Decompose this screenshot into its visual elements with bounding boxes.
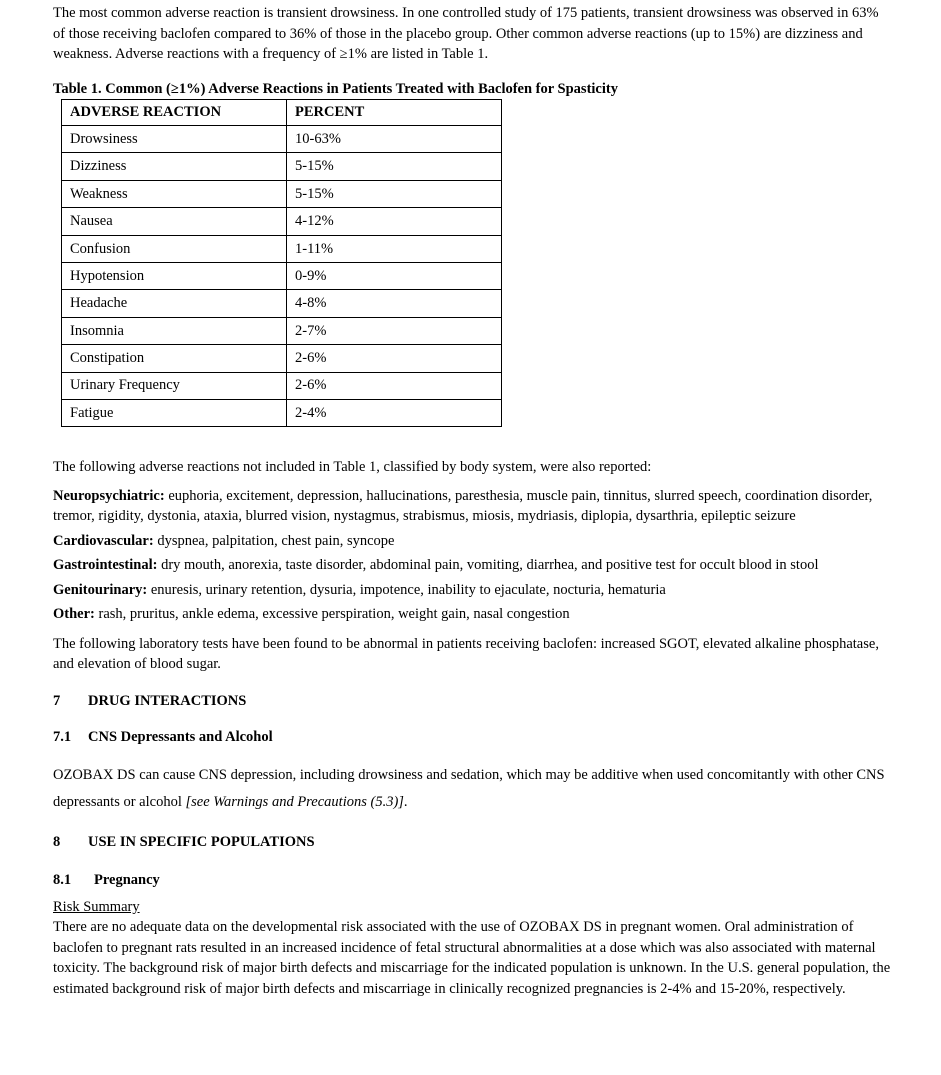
body-system-text: enuresis, urinary retention, dysuria, impotence, inability to ejaculate, nocturia, hematuria — [147, 581, 666, 598]
intro-paragraph: The most common adverse reaction is transient drowsiness. In one controlled study of 175 patients, transient drowsiness was observed in 63% of those receiving baclofen compared to 36% of those in the placebo group. Other common adverse reactions (up to 15%) are dizziness and weakness. Adverse reactions with a frequency of ≥1% are listed in Table 1. — [53, 5, 879, 62]
body-system-genitourinary — [53, 580, 893, 601]
section-8-1-heading — [53, 870, 893, 891]
header-percent: PERCENT — [287, 100, 502, 126]
table-row — [62, 345, 502, 372]
percent-cell: 2-6% — [287, 345, 502, 372]
table-row — [62, 235, 502, 262]
document-page — [53, 3, 893, 999]
reaction-cell: Nausea — [62, 208, 287, 235]
body-system-label: Gastrointestinal: — [53, 557, 158, 574]
section-title: Pregnancy — [94, 872, 160, 889]
table-row — [62, 180, 502, 207]
lab-tests-paragraph: The following laboratory tests have been found to be abnormal in patients receiving baclofen: increased SGOT, elevated alkaline phosphatase, and elevation of blood sugar. — [53, 635, 879, 673]
percent-cell: 5-15% — [287, 180, 502, 207]
reaction-cell: Fatigue — [62, 399, 287, 426]
cross-reference: [see Warnings and Precautions (5.3)] — [185, 793, 404, 810]
reaction-cell: Insomnia — [62, 317, 287, 344]
body-system-text: dyspnea, palpitation, chest pain, syncope — [153, 532, 395, 549]
body-system-text: dry mouth, anorexia, taste disorder, abdominal pain, vomiting, diarrhea, and positive test for occult blood in stool — [157, 557, 819, 574]
percent-cell: 0-9% — [287, 262, 502, 289]
table-row — [62, 126, 502, 153]
percent-cell: 4-8% — [287, 290, 502, 317]
table-row — [62, 153, 502, 180]
other-reactions-intro: The following adverse reactions not included in Table 1, classified by body system, were also reported: — [53, 459, 652, 476]
risk-summary-heading: Risk Summary — [53, 898, 140, 915]
table-row — [62, 290, 502, 317]
reaction-cell: Constipation — [62, 345, 287, 372]
percent-cell: 2-7% — [287, 317, 502, 344]
reaction-cell: Headache — [62, 290, 287, 317]
risk-summary-paragraph: There are no adequate data on the developmental risk associated with the use of OZOBAX DS in pregnant women. Oral administration of baclofen to pregnant rats resulted in an increased incidence of fetal structural abnormalities at a dose which was also associated with maternal toxicity. The background risk of major birth defects and miscarriage for the indicated population is unknown. In the U.S. general population, the estimated background risk of major birth defects and miscarriage in clinically recognized pregnancies is 2-4% and 15-20%, respectively. — [53, 919, 891, 997]
adverse-reactions-table — [61, 99, 502, 427]
reaction-cell: Hypotension — [62, 262, 287, 289]
reaction-cell: Drowsiness — [62, 126, 287, 153]
percent-cell: 2-6% — [287, 372, 502, 399]
body-system-neuropsychiatric — [53, 486, 893, 527]
section-number: 7.1 — [53, 729, 72, 746]
table-row — [62, 399, 502, 426]
spacer — [53, 427, 893, 457]
section-title: CNS Depressants and Alcohol — [88, 729, 273, 746]
section-title: DRUG INTERACTIONS — [88, 692, 247, 709]
table-row — [62, 262, 502, 289]
percent-cell: 4-12% — [287, 208, 502, 235]
section-8-heading — [53, 832, 893, 853]
section-7-1-heading — [53, 727, 893, 748]
section-title: USE IN SPECIFIC POPULATIONS — [88, 833, 315, 850]
reaction-cell: Confusion — [62, 235, 287, 262]
percent-cell: 10-63% — [287, 126, 502, 153]
table-row — [62, 208, 502, 235]
section-7-heading — [53, 691, 893, 712]
cns-depressants-paragraph — [53, 762, 893, 816]
table-row — [62, 372, 502, 399]
reaction-cell: Dizziness — [62, 153, 287, 180]
body-system-cardiovascular — [53, 531, 893, 552]
body-system-label: Genitourinary: — [53, 581, 148, 598]
body-system-other — [53, 604, 893, 625]
percent-cell: 5-15% — [287, 153, 502, 180]
cns-text: OZOBAX DS can cause CNS depression, including drowsiness and sedation, which may be additive when used concomitantly with other CNS depressants or alcohol — [53, 766, 885, 810]
body-system-label: Cardiovascular: — [53, 532, 154, 549]
period: . — [403, 793, 408, 810]
table-caption: Table 1. Common (≥1%) Adverse Reactions in Patients Treated with Baclofen for Spasticity — [53, 80, 618, 97]
header-adverse-reaction: ADVERSE REACTION — [62, 100, 287, 126]
reaction-cell: Urinary Frequency — [62, 372, 287, 399]
reaction-cell: Weakness — [62, 180, 287, 207]
section-number: 7 — [53, 692, 61, 709]
body-system-text: euphoria, excitement, depression, hallucinations, paresthesia, muscle pain, tinnitus, slurred speech, coordination disorder, tremor, rigidity, dystonia, ataxia, blurred vision, nystagmus, strabismus, miosis, mydriasis, diplopia, dysarthria, epileptic seizure — [53, 487, 873, 525]
section-number: 8.1 — [53, 872, 72, 889]
table-header-row — [62, 100, 502, 126]
body-system-label: Other: — [53, 606, 95, 623]
table-row — [62, 317, 502, 344]
body-system-gastrointestinal — [53, 555, 893, 576]
section-number: 8 — [53, 833, 61, 850]
percent-cell: 2-4% — [287, 399, 502, 426]
percent-cell: 1-11% — [287, 235, 502, 262]
body-system-label: Neuropsychiatric: — [53, 487, 165, 504]
body-system-text: rash, pruritus, ankle edema, excessive perspiration, weight gain, nasal congestion — [94, 606, 570, 623]
